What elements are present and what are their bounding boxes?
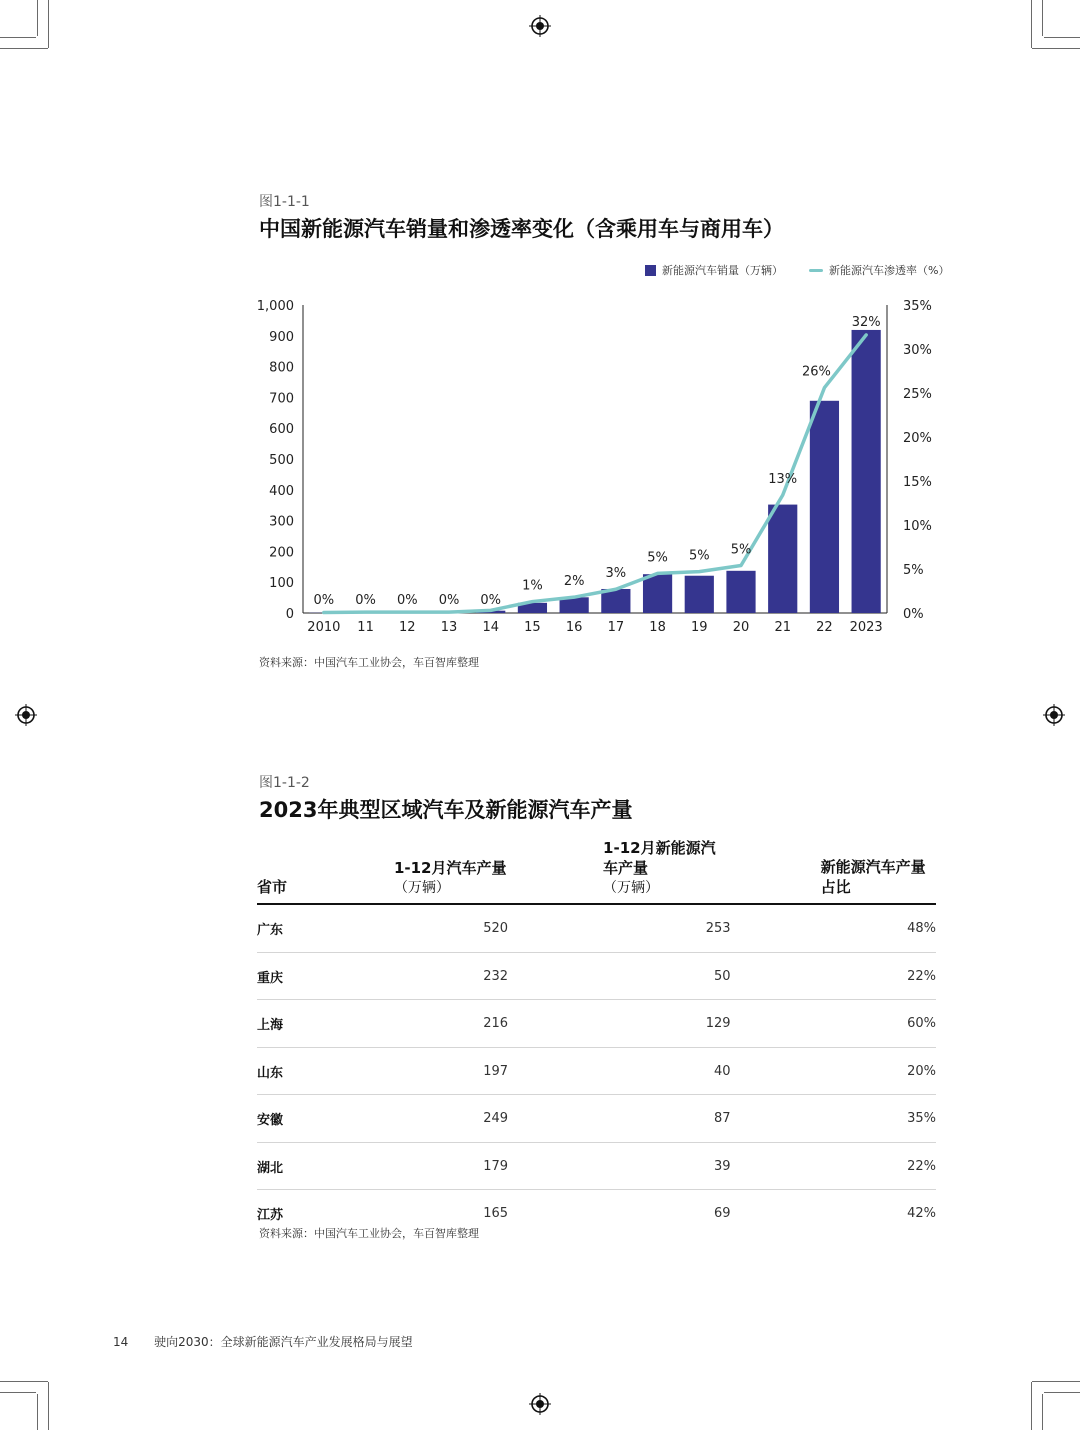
book-title: 驶向2030：全球新能源汽车产业发展格局与展望 [154, 1335, 413, 1349]
table-row [257, 1047, 936, 1095]
figure2-label: 图1-1-2 [259, 775, 310, 791]
penetration-data-label: 3% [605, 566, 627, 582]
penetration-data-label: 5% [688, 548, 710, 564]
share-cell: 42% [907, 1206, 936, 1222]
penetration-data-label: 0% [480, 593, 502, 608]
share-cell: 48% [731, 904, 936, 952]
crop-mark [0, 1392, 36, 1393]
x-tick-label: 12 [399, 620, 416, 635]
crop-mark [1032, 1381, 1080, 1382]
table-body [257, 904, 936, 1237]
bar [726, 571, 755, 613]
y-right-tick-label: 25% [903, 387, 932, 402]
table-header-row [257, 838, 936, 904]
x-tick-label: 2010 [307, 620, 341, 635]
y-left-tick-label: 900 [269, 329, 294, 345]
penetration-data-label: 0% [438, 593, 460, 608]
y-right-tick-label: 5% [903, 563, 924, 578]
bar [768, 505, 797, 613]
x-tick-label: 14 [482, 620, 499, 635]
penetration-data-label: 1% [522, 578, 543, 594]
province-cell: 上海 [257, 1000, 394, 1048]
crop-mark [48, 1382, 49, 1430]
registration-mark-icon [15, 704, 37, 726]
production-cell: 197 [394, 1047, 508, 1095]
figure1-label: 图1-1-1 [259, 194, 310, 210]
share-cell: 35% [731, 1095, 936, 1143]
x-tick-label: 2023 [849, 620, 883, 635]
production-cell: 165 [483, 1206, 509, 1222]
province-cell: 安徽 [257, 1095, 394, 1143]
table-row [257, 1000, 936, 1048]
crop-mark [1044, 1392, 1080, 1393]
bar [643, 574, 672, 613]
sales-penetration-chart [0, 0, 1080, 660]
share-cell: 60% [731, 1000, 936, 1048]
nev-production-cell: 253 [508, 904, 731, 952]
table-row [257, 1095, 936, 1143]
province-cell: 广东 [257, 904, 394, 952]
share-cell: 22% [731, 952, 936, 1000]
production-table [257, 838, 936, 1237]
province-cell: 湖北 [257, 1142, 394, 1190]
penetration-data-label: 2% [563, 574, 585, 590]
x-tick-label: 16 [565, 620, 583, 635]
y-left-tick-label: 800 [269, 360, 294, 376]
x-tick-label: 20 [732, 620, 750, 635]
crop-mark [0, 1381, 48, 1382]
header-production: 1-12月汽车产量 （万辆） [394, 838, 508, 904]
x-tick-label: 19 [691, 620, 708, 635]
x-tick-label: 21 [774, 620, 791, 635]
nev-production-cell: 87 [508, 1095, 731, 1143]
share-cell: 20% [731, 1047, 936, 1095]
y-left-tick-label: 300 [269, 514, 294, 530]
x-tick-label: 15 [524, 620, 541, 635]
production-cell: 216 [394, 1000, 508, 1048]
legend-bar-label: 新能源汽车销量（万辆） [662, 264, 783, 277]
figure2-title: 2023年典型区域汽车及新能源汽车产量 [259, 798, 633, 822]
penetration-data-label: 5% [730, 542, 752, 558]
crop-mark [1031, 1382, 1032, 1430]
x-tick-label: 17 [607, 620, 625, 635]
table-row [257, 1142, 936, 1190]
bar [810, 401, 839, 613]
x-tick-label: 22 [816, 620, 833, 635]
crop-mark [1042, 1394, 1043, 1430]
legend-line-label: 新能源汽车渗透率（%） [829, 264, 950, 277]
penetration-data-label: 0% [396, 593, 418, 608]
page-footer [113, 1333, 413, 1350]
table-row [257, 904, 936, 952]
province-cell: 江苏 [257, 1208, 284, 1224]
province-cell: 重庆 [257, 952, 394, 1000]
bar [685, 576, 714, 613]
page-number: 14 [113, 1335, 129, 1349]
production-cell: 249 [394, 1095, 508, 1143]
table-row [257, 952, 936, 1000]
share-cell: 22% [731, 1142, 936, 1190]
y-right-tick-label: 10% [903, 519, 932, 534]
y-right-tick-label: 15% [903, 475, 932, 490]
x-tick-label: 11 [357, 620, 374, 635]
y-left-tick-label: 0 [285, 607, 294, 622]
y-left-tick-label: 500 [269, 453, 294, 468]
penetration-data-label: 0% [355, 593, 376, 608]
header-nev-production: 1-12月新能源汽车产量 （万辆） [508, 838, 731, 904]
penetration-data-label: 5% [647, 550, 668, 566]
header-share: 新能源汽车产量占比 [731, 838, 936, 904]
production-cell: 232 [394, 952, 508, 1000]
figure1-source: 资料来源：中国汽车工业协会，车百智库整理 [259, 656, 479, 669]
y-left-tick-label: 1,000 [256, 299, 294, 314]
nev-production-cell: 40 [508, 1047, 731, 1095]
y-left-tick-label: 700 [269, 391, 294, 407]
figure2-source: 资料来源：中国汽车工业协会，车百智库整理 [259, 1227, 479, 1240]
registration-mark-icon [1043, 704, 1065, 726]
registration-mark-icon [529, 1393, 551, 1415]
y-right-tick-label: 0% [903, 607, 924, 622]
x-tick-label: 13 [440, 620, 458, 635]
penetration-data-label: 26% [801, 364, 831, 380]
header-province: 省市 [257, 838, 394, 904]
y-left-tick-label: 600 [269, 422, 294, 438]
penetration-data-label: 0% [313, 593, 335, 608]
y-right-tick-label: 35% [903, 299, 932, 314]
bar [852, 330, 881, 613]
penetration-data-label: 13% [768, 472, 798, 488]
figure1-title: 中国新能源汽车销量和渗透率变化（含乘用车与商用车） [259, 217, 784, 241]
y-left-tick-label: 400 [269, 483, 294, 499]
y-right-tick-label: 20% [903, 431, 932, 446]
y-left-tick-label: 100 [269, 576, 294, 592]
nev-production-cell: 50 [508, 952, 731, 1000]
y-right-tick-label: 30% [903, 343, 932, 358]
y-left-tick-label: 200 [269, 545, 294, 561]
production-cell: 520 [394, 904, 508, 952]
province-cell: 山东 [257, 1047, 394, 1095]
nev-production-cell: 129 [508, 1000, 731, 1048]
x-tick-label: 18 [649, 620, 666, 635]
penetration-data-label: 32% [851, 314, 881, 330]
nev-production-cell: 69 [714, 1206, 731, 1222]
nev-production-cell: 39 [508, 1142, 731, 1190]
crop-mark [37, 1394, 38, 1430]
production-cell: 179 [394, 1142, 508, 1190]
